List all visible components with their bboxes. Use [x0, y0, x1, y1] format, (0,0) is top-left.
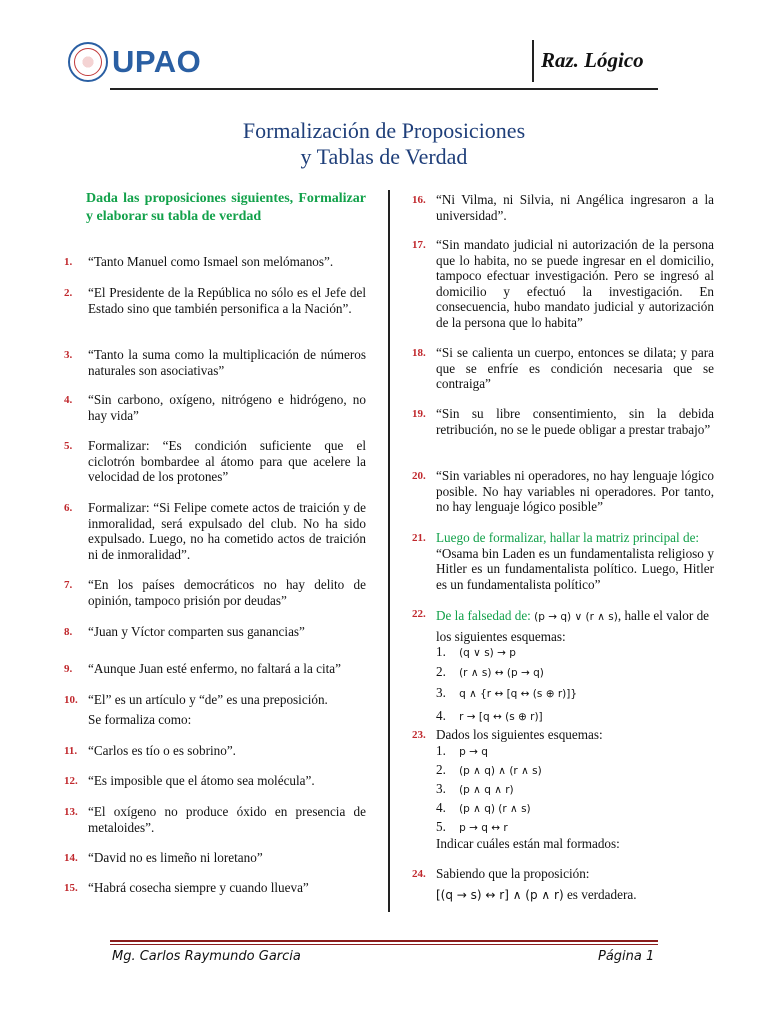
footer-author: Mg. Carlos Raymundo Garcia — [112, 949, 301, 964]
scheme-23-3 — [436, 781, 514, 797]
exercise-number: 4. — [64, 394, 73, 406]
formula: q ∧ {r ↔ [q ↔ (s ⊕ r)]} — [459, 688, 578, 700]
exercise-4 — [64, 392, 366, 423]
scheme-number: 1. — [436, 743, 446, 758]
exercise-number: 15. — [64, 882, 78, 894]
scheme-23-4 — [436, 800, 531, 816]
exercise-lead: De la falsedad de: — [436, 608, 531, 623]
exercise-15 — [64, 880, 366, 896]
scheme-22-1 — [436, 644, 516, 660]
scheme-number: 3. — [436, 685, 446, 700]
upao-logo — [68, 40, 201, 84]
exercise-number: 19. — [412, 408, 426, 420]
exercise-number: 13. — [64, 806, 78, 818]
exercise-text: “El oxígeno no produce óxido en presencia de metaloides”. — [88, 804, 366, 835]
exercise-text: “El” es un artículo y “de” es una preposición. — [88, 692, 328, 707]
formula: (r ∧ s) ↔ (p → q) — [459, 667, 544, 679]
scheme-number: 2. — [436, 762, 446, 777]
exercise-18 — [412, 345, 714, 392]
scheme-23-5 — [436, 819, 508, 835]
exercise-12 — [64, 773, 366, 789]
exercise-23 — [412, 727, 714, 743]
scheme-number: 3. — [436, 781, 446, 796]
formula: p → q — [459, 746, 488, 758]
exercise-text: “Sin variables ni operadores, no hay lenguaje lógico posible. No hay variables ni operadores. Por tanto, no hay lenguaje lógico posible” — [436, 468, 714, 514]
page-title: Formalización de Proposiciones — [242, 118, 526, 143]
exercise-number: 23. — [412, 729, 426, 741]
exercise-number: 21. — [412, 532, 426, 544]
exercise-14 — [64, 850, 366, 866]
exercise-5 — [64, 438, 366, 485]
exercise-number: 17. — [412, 239, 426, 251]
exercise-16 — [412, 192, 714, 223]
scheme-number: 1. — [436, 644, 446, 659]
exercise-number: 3. — [64, 349, 73, 361]
exercise-number: 11. — [64, 745, 78, 757]
exercise-text: “Tanto Manuel como Ismael son melómanos”. — [88, 254, 334, 269]
exercise-number: 12. — [64, 775, 78, 787]
scheme-number: 5. — [436, 819, 446, 834]
scheme-number: 4. — [436, 800, 446, 815]
instructions: Dada las proposiciones siguientes, Formalizar y elaborar su tabla de verdad — [86, 191, 366, 224]
exercise-text: Dados los siguientes esquemas: — [436, 727, 603, 742]
exercise-11 — [64, 743, 366, 759]
course-name: Raz. Lógico — [541, 48, 644, 72]
header-rule — [110, 88, 658, 90]
formula: p → q ↔ r — [459, 822, 508, 834]
exercise-number: 6. — [64, 502, 73, 514]
exercise-1 — [64, 254, 366, 270]
exercise-number: 18. — [412, 347, 426, 359]
exercise-7 — [64, 577, 366, 608]
header-divider — [532, 40, 534, 82]
exercise-number: 8. — [64, 626, 73, 638]
scheme-23-closing: Indicar cuáles están mal formados: — [436, 836, 620, 851]
exercise-text: “Sin mandato judicial ni autorización de la persona que lo habita, no se puede ingresar en el domicilio, tampoco efectuar investigación. Pero se ingresó al domicilio y efectuó la investigación. En consecuencia, hubo mandato judicial y autorización de la persona que lo habita” — [436, 237, 714, 330]
exercise-text: “Habrá cosecha siempre y cuando llueva” — [88, 880, 309, 895]
exercise-number: 5. — [64, 440, 73, 452]
exercise-number: 14. — [64, 852, 78, 864]
exercise-text: “Es imposible que el átomo sea molécula”. — [88, 773, 315, 788]
exercise-text: “Aunque Juan esté enfermo, no faltará a la cita” — [88, 661, 342, 676]
exercise-13 — [64, 804, 366, 835]
formula: (p ∧ q ∧ r) — [459, 784, 514, 796]
exercise-text: “David no es limeño ni loretano” — [88, 850, 263, 865]
scheme-23-2 — [436, 762, 542, 778]
exercise-number: 10. — [64, 694, 78, 706]
exercise-lead: Luego de formalizar, hallar la matriz principal de: — [436, 530, 700, 545]
exercise-text-tail: es verdadera. — [566, 886, 637, 902]
exercise-number: 7. — [64, 579, 73, 591]
formula: (p ∧ q) ∧ (r ∧ s) — [459, 765, 542, 777]
exercise-text: Formalizar: “Es condición suficiente que el ciclotrón bombardee al átomo para que acelere la velocidad de los protones” — [88, 438, 366, 484]
exercise-3 — [64, 347, 366, 378]
scheme-number: 2. — [436, 664, 446, 679]
exercise-17 — [412, 237, 714, 330]
exercise-24 — [412, 866, 714, 903]
exercise-note: Se formaliza como: — [88, 711, 192, 727]
exercise-text: , halle el valor de los siguientes esquemas: — [436, 608, 710, 644]
scheme-number: 4. — [436, 708, 446, 723]
exercise-text: “Sin carbono, oxígeno, nitrógeno e hidrógeno, no hay vida” — [88, 392, 366, 423]
exercise-20 — [412, 468, 714, 515]
exercise-8 — [64, 624, 366, 640]
university-seal-icon — [68, 42, 108, 82]
exercise-19 — [412, 406, 714, 437]
page-subtitle: y Tablas de Verdad — [300, 144, 468, 169]
exercise-number: 20. — [412, 470, 426, 482]
formula: (p → q) ∨ (r ∧ s) — [534, 611, 618, 623]
exercise-text: “Osama bin Laden es un fundamentalista religioso y Hitler es un fundamentalista político. Luego, Hitler es un fundamentalista político” — [436, 545, 714, 592]
column-divider — [388, 190, 390, 912]
exercise-text: “El Presidente de la República no sólo es el Jefe del Estado sino que también personifica a la Nación”. — [88, 285, 366, 316]
exercise-text: “Si se calienta un cuerpo, entonces se dilata; y para que se enfríe es condición necesaria que se contraiga” — [436, 345, 714, 391]
exercise-9 — [64, 661, 366, 677]
footer-rule-thin — [110, 944, 658, 945]
formula: r → [q ↔ (s ⊕ r)] — [459, 711, 543, 723]
footer-page-number: Página 1 — [598, 949, 655, 964]
exercise-text: “Ni Vilma, ni Silvia, ni Angélica ingresaron a la universidad”. — [436, 192, 714, 223]
scheme-22-2 — [436, 664, 544, 680]
formula: (q ∨ s) → p — [459, 647, 516, 659]
logo-text: UPAO — [112, 44, 202, 79]
exercise-2 — [64, 285, 366, 316]
exercise-number: 22. — [412, 608, 426, 620]
exercise-text: Sabiendo que la proposición: — [436, 866, 590, 881]
scheme-22-4 — [436, 708, 543, 724]
exercise-10 — [64, 692, 366, 727]
scheme-22-3 — [436, 685, 577, 701]
exercise-text: “Carlos es tío o es sobrino”. — [88, 743, 236, 758]
exercise-number: 2. — [64, 287, 73, 299]
exercise-22 — [412, 606, 714, 647]
exercise-number: 24. — [412, 868, 426, 880]
exercise-text: “Sin su libre consentimiento, sin la debida retribución, no se le puede obligar a prestar trabajo” — [436, 406, 714, 437]
formula: (p ∧ q) (r ∧ s) — [459, 803, 531, 815]
exercise-6 — [64, 500, 366, 562]
formula: [(q → s) ↔ r] ∧ (p ∧ r) — [436, 887, 564, 902]
exercise-text: “Tanto la suma como la multiplicación de números naturales son asociativas” — [88, 347, 366, 378]
scheme-23-1 — [436, 743, 488, 759]
footer-rule — [110, 940, 658, 942]
exercise-number: 1. — [64, 256, 73, 268]
exercise-number: 9. — [64, 663, 73, 675]
exercise-text: “En los países democráticos no hay delito de opinión, tampoco prisión por deudas” — [88, 577, 366, 608]
exercise-text: Formalizar: “Si Felipe comete actos de traición y de inmoralidad, será expulsado del club. No ha sido expulsado. Luego, no ha cometido actos de traición ni de inmoralidad”. — [88, 500, 366, 562]
exercise-number: 16. — [412, 194, 426, 206]
exercise-text: “Juan y Víctor comparten sus ganancias” — [88, 624, 305, 639]
exercise-21 — [412, 530, 714, 592]
